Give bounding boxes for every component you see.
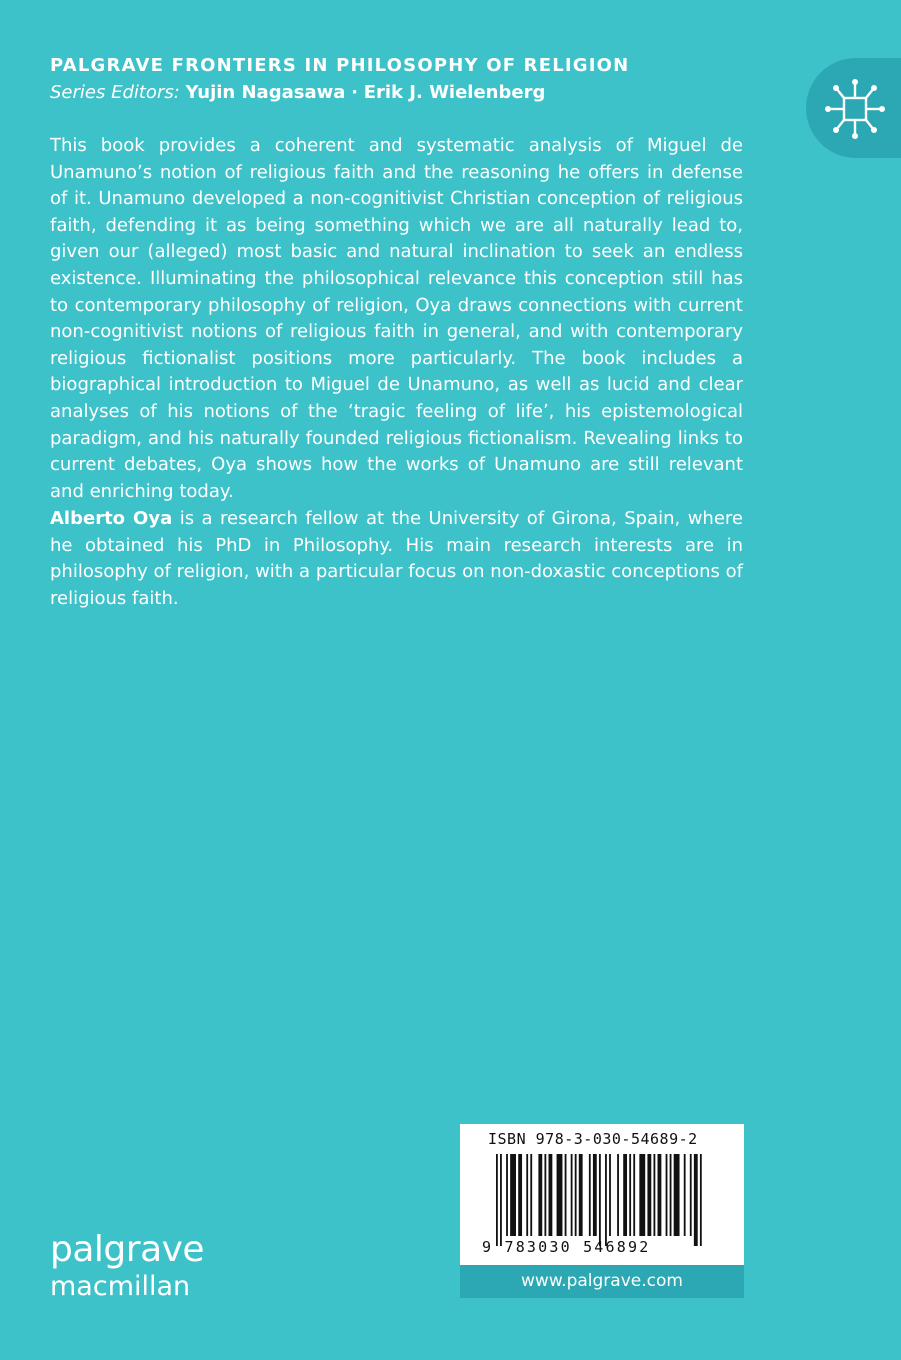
author-bio: [50, 506, 743, 612]
author-name: Alberto Oya: [50, 508, 173, 529]
logo-line-2: macmillan: [50, 1271, 191, 1302]
barcode-icon: [496, 1154, 708, 1250]
series-separator: ·: [351, 82, 358, 103]
barcode-digits: 9 783030 546892: [482, 1238, 651, 1256]
isbn-text: ISBN 978-3-030-54689-2: [488, 1130, 698, 1148]
series-editors-label: Series Editors:: [50, 82, 180, 103]
series-editors: [50, 82, 545, 103]
author-bio-text: is a research fellow at the University of Girona, Spain, where he obtained his PhD in Philosophy. His main research interests are in philosophy of religion, with a particular focus on non-doxastic conceptions of religious faith.: [50, 508, 743, 609]
series-editor-2: Erik J. Wielenberg: [363, 82, 546, 103]
book-description: This book provides a coherent and systematic analysis of Miguel de Unamuno’s notion of religious faith and the reasoning he offers in defense of it. Unamuno developed a non-cognitivist Christian conception of religious faith, defending it as being something which we are all naturally lead to, given our (alleged) most basic and natural inclination to seek an endless existence. Illuminating the philosophical relevance this conception still has to contemporary philosophy of religion, Oya draws connections with current non-cognitivist notions of religious faith in general, and with contemporary religious fictionalist positions more particularly. The book includes a biographical introduction to Miguel de Unamuno, as well as lucid and clear analyses of his notions of the ‘tragic feeling of life’, his epistemological paradigm, and his naturally founded religious fictionalism. Revealing links to current debates, Oya shows how the works of Unamuno are still relevant and enriching today.: [50, 135, 743, 502]
publisher-logo: [50, 1229, 205, 1302]
series-editor-1: Yujin Nagasawa: [185, 82, 346, 103]
logo-line-1: palgrave: [50, 1229, 205, 1270]
series-badge: [806, 58, 901, 158]
publisher-url[interactable]: www.palgrave.com: [460, 1265, 744, 1298]
barcode-panel: [460, 1124, 744, 1265]
network-node-icon: [820, 66, 890, 150]
series-title: PALGRAVE FRONTIERS IN PHILOSOPHY OF RELIGION: [50, 55, 630, 76]
